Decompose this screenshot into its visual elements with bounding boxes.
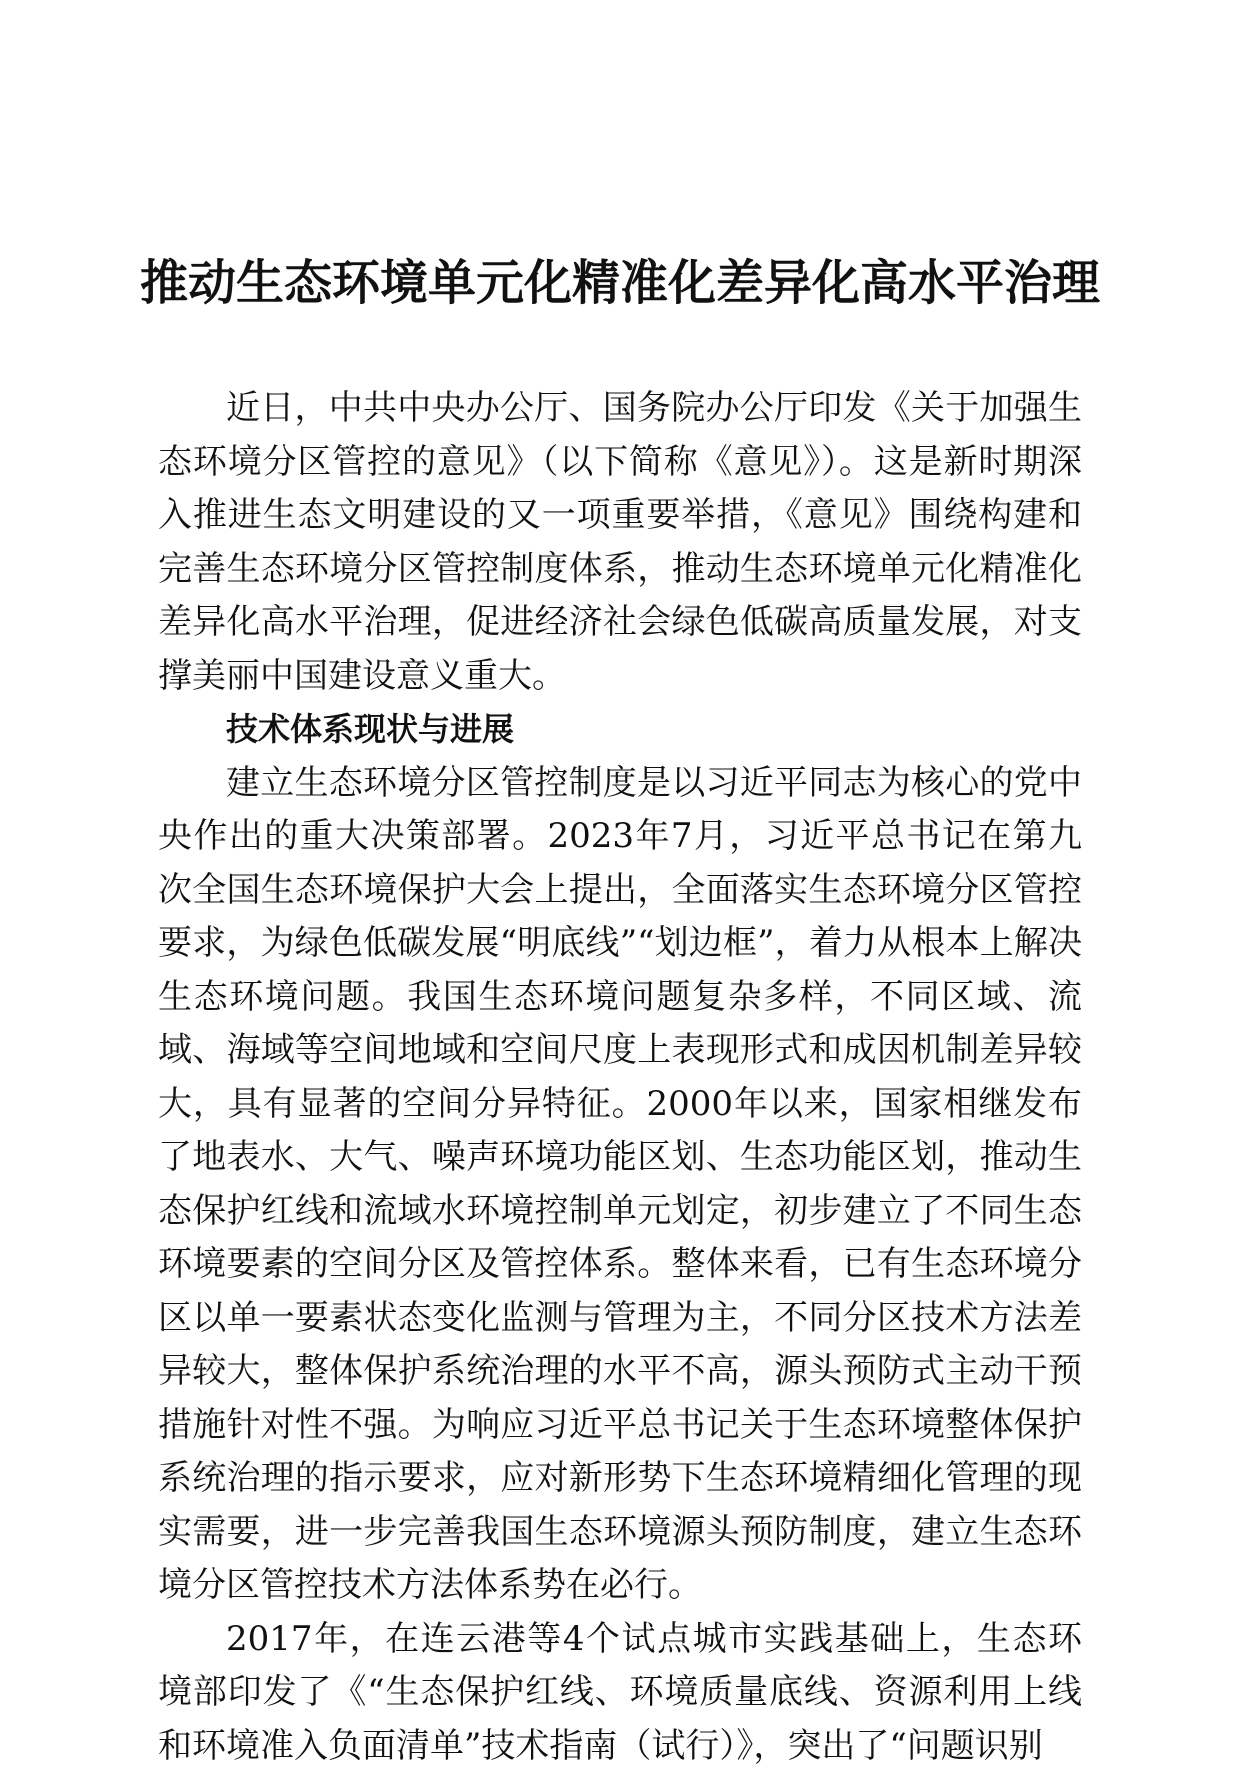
body-paragraph: 建立生态环境分区管控制度是以习近平同志为核心的党中央作出的重大决策部署。2023年7月，习近平总书记在第九次全国生态环境保护大会上提出，全面落实生态环境分区管控要求，为绿色低碳发展“明底线”“划边框”，着力从根本上解决生态环境问题。我国生态环境问题复杂多样，不同区域、流域、海域等空间地域和空间尺度上表现形式和成因机制差异较大，具有显著的空间分异特征。2000年以来，国家相继发布了地表水、大气、噪声环境功能区划、生态功能区划，推动生态保护红线和流域水环境控制单元划定，初步建立了不同生态环境要素的空间分区及管控体系。整体来看，已有生态环境分区以单一要素状态变化监测与管理为主，不同分区技术方法差异较大，整体保护系统治理的水平不高，源头预防式主动干预措施针对性不强。为响应习近平总书记关于生态环境整体保护系统治理的指示要求，应对新形势下生态环境精细化管理的现实需要，进一步完善我国生态环境源头预防制度，建立生态环境分区管控技术方法体系势在必行。	[158, 757, 1082, 1613]
document-title: 推动生态环境单元化精准化差异化高水平治理	[140, 250, 1100, 316]
section-heading: 技术体系现状与进展	[158, 703, 1082, 757]
intro-paragraph: 近日，中共中央办公厅、国务院办公厅印发《关于加强生态环境分区管控的意见》（以下简称《意见》）。这是新时期深入推进生态文明建设的又一项重要举措，《意见》围绕构建和完善生态环境分区管控制度体系，推动生态环境单元化精准化差异化高水平治理，促进经济社会绿色低碳高质量发展，对支撑美丽中国建设意义重大。	[158, 382, 1082, 703]
body-paragraph: 2017年，在连云港等4个试点城市实践基础上，生态环境部印发了《“生态保护红线、环境质量底线、资源利用上线和环境准入负面清单”技术指南（试行）》，突出了“问题识别	[158, 1613, 1082, 1773]
document-body	[158, 382, 1082, 1773]
